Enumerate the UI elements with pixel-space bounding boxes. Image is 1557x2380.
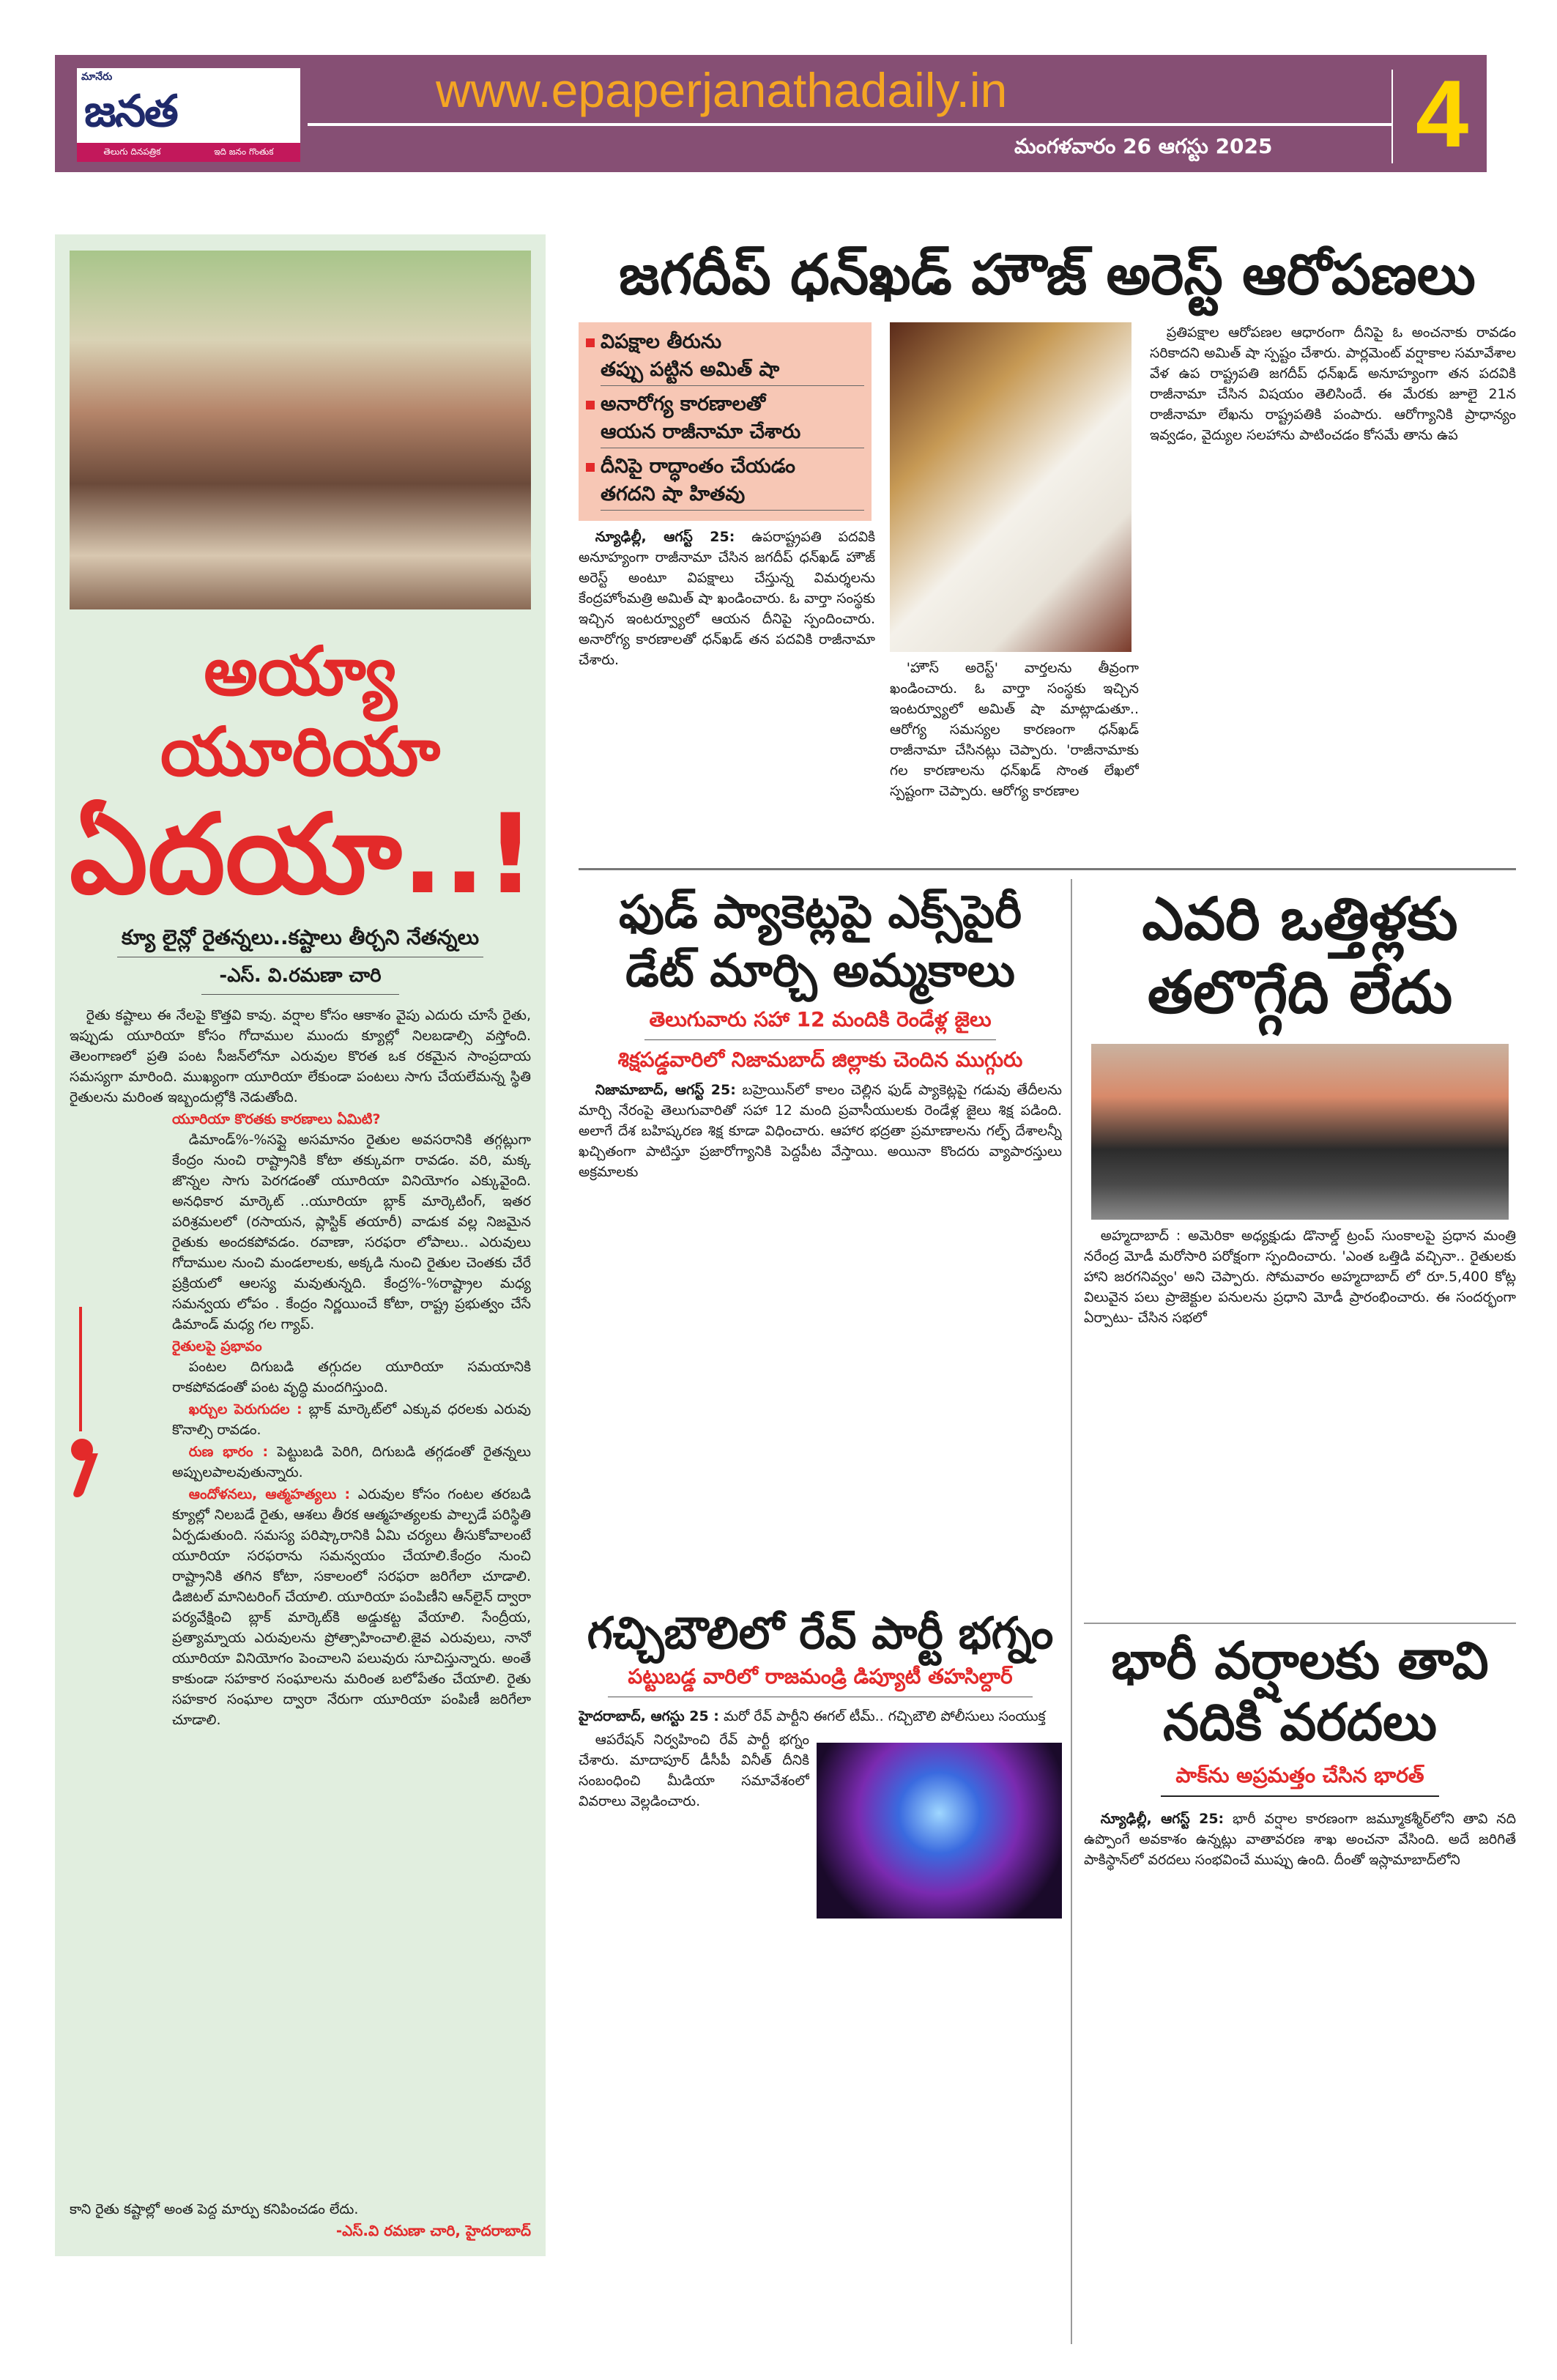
modi-headline: ఎవరి ఒత్తిళ్లకు తలొగ్గేది లేదు <box>1142 885 1458 1026</box>
logo-name: జనత <box>84 86 177 137</box>
food-body-text: బహ్రెయిన్‌లో కాలం చెల్లిన ఫుడ్ ప్యాకెట్లపై గడువు తేదీలను మార్చి నేరంపై తెలుగువారితో సహా 12 మంది ప్రవాసీయులకు రెండేళ్ల జైలు శిక్ష పడింది. అలాగే దేశ బహిష్కరణ శిక్ష కూడా విధించారు. ఆహార భద్రతా ప్రమాణాలను గల్ఫ్ దేశాలన్నీ ఖచ్చితంగా పాటిస్తూ ప్రజారోగ్యానికి పెద్దపీట వేస్తాయి. అయినా కొందరు వ్యాపారస్తులు అక్రమాలకు <box>579 1082 1062 1180</box>
amit-shah-photo <box>890 322 1131 652</box>
food-headline: ఫుడ్ ప్యాకెట్లపై ఎక్స్‌పైరీ డేట్ మార్చి అమ్మకాలు <box>618 885 1022 997</box>
highlight-line: తగదని షా హితవు <box>601 481 864 511</box>
highlight-line: విపక్షాల తీరును <box>601 330 722 353</box>
highlight-item <box>586 328 864 386</box>
highlight-line: అనారోగ్య కారణాలతో <box>601 393 766 415</box>
party-lights-photo <box>817 1743 1062 1919</box>
bullet-icon <box>586 338 595 347</box>
lead-column-1 <box>579 322 875 864</box>
flood-subheadline: పాక్‌ను అప్రమత్తం చేసిన భారత్ <box>1175 1763 1424 1787</box>
lead-body-text: 'హౌస్ అరెస్ట్' వార్తలను తీవ్రంగా ఖండించారు. ఓ వార్తా సంస్థకు ఇచ్చిన ఇంటర్వ్యూలో అమిత్ షా మాట్లాడుతూ.. ఆరోగ్య సమస్యల కారణంగా ధన్‌ఖడ్ రాజీనామా చేసినట్లు చెప్పారు. 'రాజీనామాకు గల కారణాలను ధన్‌ఖడ్ సొంత లేఖలో స్పష్టంగా చెప్పారు. ఆరోగ్య కారణాల <box>890 660 1139 799</box>
lead-body-col1 <box>579 527 875 864</box>
divider <box>1161 1795 1439 1797</box>
lead-body-text: ప్రతిపక్షాల ఆరోపణల ఆధారంగా దీనిపై ఓ అంచనాకు రావడం సరికాదని అమిత్ షా స్పష్టం చేశారు. పార్లమెంట్ వర్షాకాల సమావేశాల వేళ ఉప రాష్ట్రపతి జగదీప్ ధన్‌ఖడ్ అనూహ్యంగా తన పదవికి రాజీనామా చేసిన విషయం తెలిసిందే. ఈ మేరకు జూలై 21న రాజీనామా లేఖను రాష్ట్రపతికి పంపారు. ఆరోగ్యానికి ప్రాధాన్యం ఇవ్వడం, వైద్యుల సలహాను పాటించడం కోసమే తాను ఉప <box>1150 325 1516 443</box>
urea-paragraph: బ్లాక్ మార్కెట్‌లో ఎక్కువ ధరలకు ఎరువు కొనాల్సి రావడం. <box>172 1401 531 1438</box>
site-url[interactable]: www.epaperjanathadaily.in <box>436 63 1008 117</box>
lead-story <box>579 238 1516 864</box>
bullet-icon <box>586 401 595 409</box>
dateline: న్యూఢిల్లీ, ఆగస్ట్ 25: <box>595 529 735 545</box>
dateline: న్యూఢిల్లీ, ఆగస్ట్ 25: <box>1100 1811 1225 1827</box>
logo-prefix: మానేరు <box>81 71 113 83</box>
masthead-vertical-divider <box>1391 70 1393 163</box>
highlight-line: తప్పు పట్టిన అమిత్ షా <box>601 356 864 386</box>
logo-tagline-right: ఇది జనం గొంతుక <box>214 146 274 157</box>
quote-gutter <box>70 1109 172 1732</box>
lead-body-col2 <box>890 658 1139 864</box>
lead-column-2 <box>890 322 1139 864</box>
issue-date: మంగళవారం 26 ఆగస్టు 2025 <box>1014 134 1273 158</box>
lead-body-col3 <box>1150 322 1516 864</box>
modi-body-text: అహ్మదాబాద్ : అమెరికా అధ్యక్షుడు డొనాల్డ్ ట్రంప్ సుంకాలపై ప్రధాన మంత్రి నరేంద్ర మోడీ మరోసారి పరోక్షంగా స్పందించారు. 'ఎంత ఒత్తిడి వచ్చినా.. రైతులకు హాని జరగనివ్వం' అని చెప్పారు. సోమవారం అహ్మదాబాద్ లో రూ.5,400 కోట్ల విలువైన పలు ప్రాజెక్టుల పనులను ప్రధాని మోడీ ప్రారంభించారు. ఈ సందర్భంగా ఏర్పాటు- చేసిన సభలో <box>1084 1228 1516 1326</box>
urea-signature: -ఎస్.వి రమణా చారి, హైదరాబాద్ <box>335 2222 531 2239</box>
dateline: నిజామాబాద్, ఆగస్ట్ 25: <box>595 1082 736 1098</box>
urea-article-body <box>70 1005 531 2199</box>
lead-body-text: ఉపరాష్ట్రపతి పదవికి అనూహ్యంగా రాజీనామా చేసిన జగదీప్ ధన్‌ఖడ్ హౌజ్ అరెస్ట్ అంటూ విపక్షాలు చేస్తున్న విమర్శలను కేంద్రహోంమత్రి అమిత్ షా ఖండించారు. ఓ వార్తా సంస్థకు ఇచ్చిన ఇంటర్వ్యూలో ఆయన దీనిపై స్పందించారు. అనారోగ్య కారణాలతో ధన్‌ఖడ్ తన పదవికి రాజీనామా చేశారు. <box>579 529 875 668</box>
divider <box>201 994 399 995</box>
farmers-queue-photo <box>70 251 531 609</box>
page-number: 4 <box>1416 60 1469 167</box>
urea-label: రుణ భారం : <box>188 1444 269 1460</box>
rave-subheadline: పట్టుబడ్డ వారిలో రాజమండ్రి డిప్యూటీ తహసిల్దార్ <box>628 1664 1013 1688</box>
rave-headline: గచ్చిబౌలిలో రేవ్ పార్టీ భగ్నం <box>587 1608 1054 1659</box>
rave-story <box>579 1604 1062 2351</box>
urea-paragraph: పెట్టుబడి పెరిగి, దిగుబడి తగ్గడంతో రైతన్నలు అప్పులపాలవుతున్నారు. <box>172 1444 531 1480</box>
logo-tagline-strip <box>77 143 300 162</box>
urea-section-heading: రైతులపై ప్రభావం <box>172 1338 262 1354</box>
urea-subheadline: క్యూ లైన్లో రైతన్నలు..కష్టాలు తీర్చని నేతన్నలు <box>121 925 480 949</box>
logo-tagline-left: తెలుగు దినపత్రిక <box>103 146 161 157</box>
dateline: హైదరాబాద్, ఆగస్టు 25 : <box>579 1708 719 1724</box>
flood-headline: భారీ వర్షాలకు తావి నదికి వరదలు <box>1111 1631 1489 1752</box>
highlight-line: ఆయన రాజీనామా చేశారు <box>601 418 864 448</box>
section-divider <box>1084 1623 1516 1624</box>
flood-story <box>1084 1630 1516 2344</box>
rave-lead-text: మరో రేవ్ పార్టీని ఈగల్ టీమ్.. గచ్చిబౌలి పోలీసులు సంయుక్త <box>723 1708 1046 1724</box>
section-divider <box>579 868 1516 870</box>
modi-story <box>1084 883 1516 1619</box>
rave-article-body <box>579 1730 809 2351</box>
quote-mark-tail-icon <box>72 1453 98 1497</box>
urea-label: ఆందోళనలు, ఆత్మహత్యలు : <box>188 1486 351 1502</box>
flood-body-text: భారీ వర్షాల కారణంగా జమ్మూకశ్మీర్‌లోని తావి నది ఉప్పొంగే అవకాశం ఉన్నట్లు వాతావరణ శాఖ అంచనా వేసింది. అదే జరిగితే పాకిస్థాన్‌లో వరదలు సంభవించే ముప్పు ఉంది. దీంతో ఇస్లామాబాద్‌లోని <box>1084 1811 1516 1868</box>
rave-lead <box>579 1706 1062 1727</box>
newspaper-logo[interactable] <box>77 68 300 162</box>
lead-highlights-box <box>579 322 872 521</box>
modi-roadshow-photo <box>1091 1044 1509 1220</box>
urea-article-panel <box>55 234 546 2256</box>
urea-byline: -ఎస్. వి.రమణా చారి <box>219 965 382 987</box>
masthead <box>55 55 1487 172</box>
urea-headline-line1: అయ్యా యూరియా <box>160 632 441 791</box>
masthead-divider <box>308 123 1391 126</box>
rave-body-text: ఆపరేషన్ నిర్వహించి రేవ్ పార్టీ భగ్నం చేశారు. మాదాపూర్ డీసీపీ వినీత్ దీనికి సంబంధించి మీడియా సమావేశంలో వివరాలు వెల్లడించారు. <box>579 1732 809 1809</box>
urea-section-heading: యూరియా కొరతకు కారణాలు ఏమిటి? <box>172 1111 381 1127</box>
food-subheadline: తెలుగువారు సహా 12 మందికి రెండేళ్ల జైలు <box>649 1007 992 1031</box>
urea-label: ఖర్చుల పెరుగుదల : <box>188 1401 302 1417</box>
urea-paragraph: డిమాండ్%-%సప్లై అసమానం రైతుల అవసరానికి తగ్గట్లుగా కేంద్రం నుంచి రాష్ట్రానికి కోటా తక్కువగా రావడం. వరి, మక్క జొన్నల సాగు పెరగడంతో యూరియా వినియోగం ఎక్కువైంది. అనధికార మార్కెట్ ..యూరియా బ్లాక్ మార్కెటింగ్, ఇతర పరిశ్రమలలో (రసాయన, ప్లాస్టిక్ తయారీ) వాడుక వల్ల నిజమైన రైతుకు అందకపోవడం. రవాణా, సరఫరా లోపాలు.. ఎరువులు గోదాముల నుంచి మండలాలకు, అక్కడి నుంచి రైతుల చెంతకు చేరే ప్రక్రియలో ఆలస్య మవుతున్నది. కేంద్ర%-%రాష్ట్రాల మధ్య సమన్వయ లోపం . కేంద్రం నిర్ణయించే కోటా, రాష్ట్ర ప్రభుత్వం చేసే డిమాండ్ మధ్య గల గ్యాప్. <box>172 1132 531 1332</box>
food-subheadline-2: శిక్షపడ్డవారిలో నిజామబాద్ జిల్లాకు చెందిన ముగ్గురు <box>617 1048 1023 1072</box>
highlight-line: దీనిపై రాద్ధాంతం చేయడం <box>601 455 795 478</box>
bullet-icon <box>586 463 595 472</box>
urea-closing: కాని రైతు కష్టాల్లో అంత పెద్ద మార్పు కనిపించడం లేదు. <box>70 2201 359 2217</box>
urea-paragraph: పంటల దిగుబడి తగ్గుదల యూరియా సమయానికి రాకపోవడంతో పంట వృద్ధి మందగిస్తుంది. <box>172 1359 531 1395</box>
flood-article-body <box>1084 1809 1516 2344</box>
highlight-item <box>586 390 864 448</box>
urea-intro: రైతు కష్టాలు ఈ నేలపై కొత్తవి కావు. వర్షాల కోసం ఆకాశం వైపు ఎదురు చూసే రైతు, ఇప్పుడు యూరియా కోసం గోదాముల ముందు క్యూల్లో నిలబడాల్సి వస్తోంది. తెలంగాణలో ప్రతి పంట సీజన్‌లోనూ ఎరువుల కొరత ఒక రకమైన సాంప్రదాయ సమస్యగా మారింది. ముఖ్యంగా యూరియా లేకుండా పంటలు సాగు చేయలేమన్న స్థితి రైతులను మరింత ఇబ్బందుల్లోకి నెడుతోంది. <box>70 1007 531 1105</box>
food-article-body <box>579 1080 1062 1597</box>
modi-article-body <box>1084 1226 1516 1619</box>
lead-headline: జగదీప్ ధన్‌ఖడ్ హౌజ్ అరెస్ట్ ఆరోపణలు <box>619 242 1476 307</box>
divider <box>644 1039 996 1040</box>
food-story <box>579 883 1062 1597</box>
highlight-item <box>586 453 864 511</box>
quote-decoration-line <box>79 1307 82 1431</box>
column-divider <box>1071 879 1072 2344</box>
urea-paragraph: ఎరువుల కోసం గంటల తరబడి క్యూల్లో నిలబడే రైతు, ఆశలు తీరక ఆత్మహత్యలకు పాల్పడే పరిస్థితి ఏర్పడుతుంది. సమస్య పరిష్కారానికి ఏమి చర్యలు తీసుకోవాలంటే యూరియా సరఫరాను సమన్వయం చేయాలి.కేంద్రం నుంచి రాష్ట్రానికి తగిన కోటా, సకాలంలో సరఫరా జరిగేలా చూడాలి. డిజిటల్ మానిటరింగ్ చేయాలి. యూరియా పంపిణీని ఆన్‌లైన్ ద్వారా పర్యవేక్షించి బ్లాక్ మార్కెట్‌కి అడ్డుకట్ట వేయాలి. సేంద్రీయ, ప్రత్యామ్నాయ ఎరువులను ప్రోత్సాహించాలి.జైవ ఎరువులు, నానో యూరియా వినియోగం పెంచాలని పలువురు సూచిస్తున్నారు. అంతే కాకుండా సహకార సంఘాలను మరింత బలోపేతం చేయాలి. రైతు సహకార సంఘాల ద్వారా నేరుగా యూరియా పంపిణీ జరిగేలా చూడాలి. <box>172 1486 531 1728</box>
urea-headline-line2: ఏదయా..! <box>70 791 535 919</box>
